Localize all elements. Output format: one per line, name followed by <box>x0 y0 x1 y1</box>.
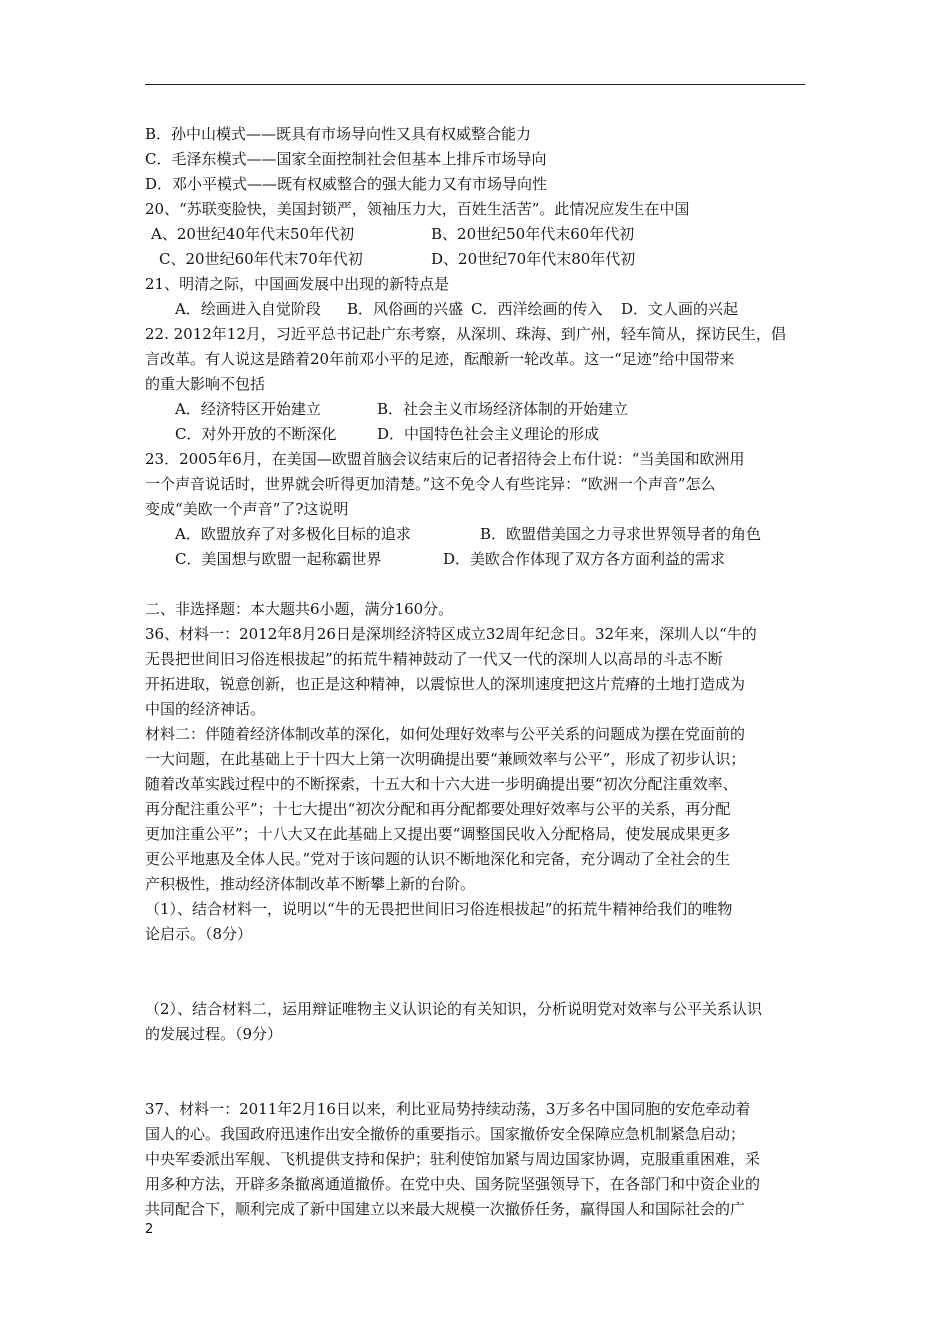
question-22-line-3: 的重大影响不包括 <box>145 375 266 393</box>
material-2-line-7: 产积极性，推动经济体制改革不断攀上新的台阶。 <box>145 875 476 893</box>
question-23-line-3: 变成“美欧一个声音”了?这说明 <box>145 500 349 518</box>
question-36-line-1: 36、材料一：2012年8月26日是深圳经济特区成立32周年纪念日。32年来，深圳人以“牛的 <box>145 625 757 643</box>
question-36-line-4: 中国的经济神话。 <box>145 700 266 718</box>
page-number: 2 <box>145 1222 154 1237</box>
q20-option-b: B、20世纪50年代末60年代初 <box>431 225 635 243</box>
material-2-line-5: 更加注重公平”；十八大又在此基础上又提出要“调整国民收入分配格局，使发展成果更多 <box>145 825 731 843</box>
question-21: 21、明清之际，中国画发展中出现的新特点是 <box>145 275 450 293</box>
q22-option-c: C．对外开放的不断深化 <box>175 425 337 443</box>
question-36-line-3: 开拓进取，锐意创新，也正是这种精神，以震惊世人的深圳速度把这片荒瘠的土地打造成为 <box>145 675 746 693</box>
q19-option-d: D．邓小平模式——既有权威整合的强大能力又有市场导向性 <box>145 175 548 193</box>
question-37-line-2: 国人的心。我国政府迅速作出安全撤侨的重要指示。国家撤侨安全保障应急机制紧急启动； <box>145 1125 746 1143</box>
q22-options-row-2 <box>145 422 810 447</box>
subquestion-1-line-2: 论启示。（8分） <box>145 925 253 943</box>
q19-option-c: C．毛泽东模式——国家全面控制社会但基本上排斥市场导向 <box>145 150 547 168</box>
q20-options-row-1 <box>145 222 810 247</box>
subquestion-1-line-1: （1）、结合材料一，说明以“牛的无畏把世间旧习俗连根拔起”的拓荒牛精神给我们的唯物 <box>145 900 733 918</box>
q20-option-d: D、20世纪70年代末80年代初 <box>431 250 636 268</box>
document-body <box>145 122 810 1222</box>
q23-option-a: A．欧盟放弃了对多极化目标的追求 <box>175 525 411 543</box>
q20-option-c: C、20世纪60年代末70年代初 <box>159 250 363 268</box>
question-37-line-5: 共同配合下，顺利完成了新中国建立以来最大规模一次撤侨任务，赢得国人和国际社会的广 <box>145 1200 746 1218</box>
question-20: 20、“苏联变脸快，美国封锁严，领袖压力大，百姓生活苦”。此情况应发生在中国 <box>145 200 690 218</box>
spacer <box>145 572 810 597</box>
q21-options-row <box>145 297 810 322</box>
q19-option-b: B．孙中山模式——既具有市场导向性又具有权威整合能力 <box>145 125 532 143</box>
question-37-line-3: 中央军委派出军舰、飞机提供支持和保护；驻利使馆加紧与周边国家协调，克服重重困难，采 <box>145 1150 761 1168</box>
question-22-line-2: 言改革。有人说这是踏着20年前邓小平的足迹，酝酿新一轮改革。这一“足迹”给中国带来 <box>145 350 735 368</box>
material-2-line-3: 随着改革实践过程中的不断探索，十五大和十六大进一步明确提出要“初次分配注重效率、 <box>145 775 738 793</box>
question-37-line-1: 37、材料一：2011年2月16日以来，利比亚局势持续动荡，3万多名中国同胞的安危牵动着 <box>145 1100 751 1118</box>
material-2-line-1: 材料二：伴随着经济体制改革的深化，如何处理好效率与公平关系的问题成为摆在党面前的 <box>145 725 746 743</box>
q23-option-d: D．美欧合作体现了双方各方面利益的需求 <box>443 550 726 568</box>
q23-options-row-1 <box>145 522 810 547</box>
q23-option-c: C．美国想与欧盟一起称霸世界 <box>175 550 382 568</box>
question-36-line-2: 无畏把世间旧习俗连根拔起”的拓荒牛精神鼓动了一代又一代的深圳人以高昂的斗志不断 <box>145 650 723 668</box>
q23-option-b: B．欧盟借美国之力寻求世界领导者的角色 <box>480 525 762 543</box>
q23-options-row-2 <box>145 547 810 572</box>
answer-space <box>145 947 810 997</box>
answer-space <box>145 1047 810 1097</box>
question-22-line-1: 22. 2012年12月，习近平总书记赴广东考察，从深圳、珠海、到广州，轻车简从，探访民生，倡 <box>145 325 786 343</box>
material-2-line-4: 再分配注重公平”；十七大提出“初次分配和再分配都要处理好效率与公平的关系，再分配 <box>145 800 731 818</box>
material-2-line-2: 一大问题，在此基础上于十四大上第一次明确提出要“兼顾效率与公平”，形成了初步认识； <box>145 750 746 768</box>
question-23-line-2: 一个声音说话时，世界就会听得更加清楚。”这不免令人有些诧异：“欧洲一个声音”怎么 <box>145 475 716 493</box>
material-2-line-6: 更公平地惠及全体人民。”党对于该问题的认识不断地深化和完备，充分调动了全社会的生 <box>145 850 731 868</box>
q20-option-a: A、20世纪40年代末50年代初 <box>151 225 355 243</box>
q20-options-row-2 <box>145 247 810 272</box>
q22-option-b: B．社会主义市场经济体制的开始建立 <box>377 400 629 418</box>
q21-option-b: B．风俗画的兴盛 <box>347 300 464 318</box>
q22-options-row-1 <box>145 397 810 422</box>
q21-option-a: A．绘画进入自觉阶段 <box>175 300 321 318</box>
subquestion-2-line-1: （2）、结合材料二，运用辩证唯物主义认识论的有关知识，分析说明党对效率与公平关系认识 <box>145 1000 763 1018</box>
q22-option-d: D．中国特色社会主义理论的形成 <box>377 425 600 443</box>
q22-option-a: A．经济特区开始建立 <box>175 400 321 418</box>
q21-option-d: D．文人画的兴起 <box>621 300 739 318</box>
q21-option-c: C．西洋绘画的传入 <box>471 300 603 318</box>
question-23-line-1: 23．2005年6月，在美国—欧盟首脑会议结束后的记者招待会上布什说：“当美国和欧洲用 <box>145 450 745 468</box>
question-37-line-4: 用多种方法，开辟多条撤离通道撤侨。在党中央、国务院坚强领导下，在各部门和中资企业的 <box>145 1175 761 1193</box>
header-rule <box>145 84 805 85</box>
subquestion-2-line-2: 的发展过程。（9分） <box>145 1025 283 1043</box>
section-2-heading: 二、非选择题：本大题共6小题，满分160分。 <box>145 600 454 618</box>
